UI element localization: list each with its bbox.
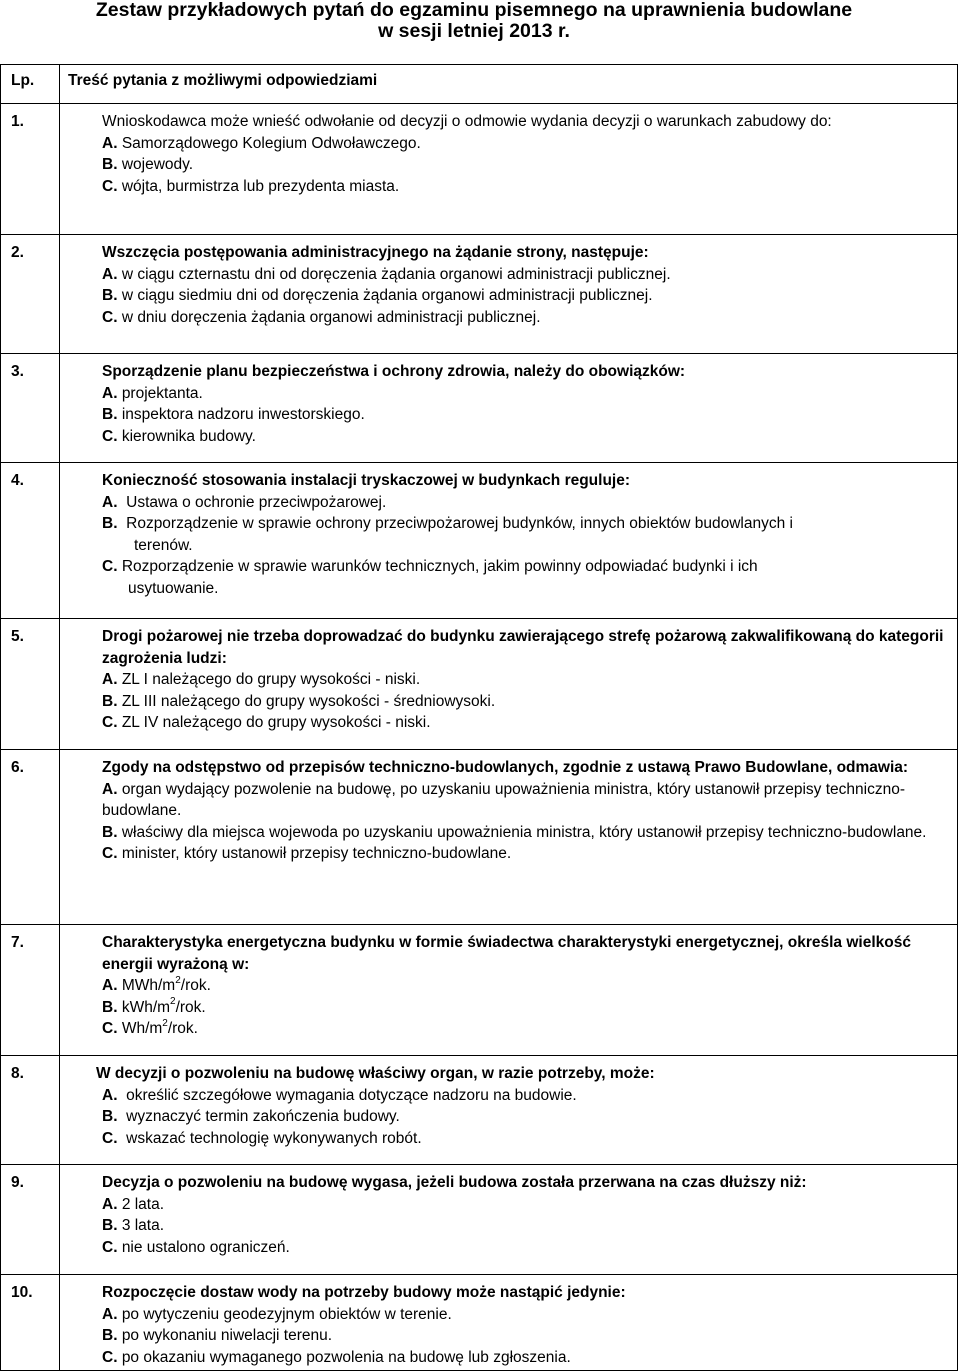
answer-a [102,669,951,691]
answer-b [102,1215,951,1237]
question-content [60,750,958,925]
answer-text: Rozporządzenie w sprawie ochrony przeciwpożarowej budynków, innych obiektów budowlanych i [126,515,793,532]
answer-a [102,1304,951,1326]
question-content [60,1165,958,1275]
question-text: Sporządzenie planu bezpieczeństwa i ochrony zdrowia, należy do obowiązków: [102,363,686,380]
answer-text: kierownika budowy. [121,427,256,445]
question-text: Wnioskodawca może wnieść odwołanie od decyzji o odmowie wydania decyzji o warunkach zabudowy do: [102,113,832,130]
question-row-5 [1,619,958,750]
answer-letter: B. [102,156,118,173]
answer-b [102,404,951,426]
answer-c [102,843,951,865]
question-content [60,925,958,1056]
question-row-8 [1,1056,958,1165]
question-row-7 [1,925,958,1056]
answer-letter: A. [102,493,118,511]
superscript: 2 [170,996,176,1008]
question-number: 4. [1,463,60,619]
question-row-10 [1,1275,958,1371]
question-content [60,619,958,750]
answer-text: inspektora nadzoru inwestorskiego. [121,406,365,423]
answer-letter: C. [102,427,118,445]
question-row-9 [1,1165,958,1275]
question-text: Rozpoczęcie dostaw wody na potrzeby budowy może nastąpić jedynie: [102,1284,626,1301]
question-row-4 [1,463,958,619]
answer-text: w ciągu siedmiu dni od doręczenia żądania organowi administracji publicznej. [121,287,653,304]
answer-letter: B. [102,692,118,710]
answer-c [102,307,951,329]
title-line-2: w sesji letniej 2013 r. [378,20,570,42]
answer-text: wskazać technologię wykonywanych robót. [126,1129,422,1147]
answer-b [102,513,951,556]
answer-c [102,1018,951,1040]
answer-b [102,691,951,713]
answer-letter: A. [102,977,118,994]
question-text: Konieczność stosowania instalacji tryskaczowej w budynkach reguluje: [102,472,631,489]
answer-letter: B. [102,823,118,841]
question-content [60,354,958,463]
answer-letter: A. [102,1305,118,1323]
answer-letter: A. [102,265,118,283]
answer-b [96,1106,951,1128]
question-content [60,1275,958,1371]
answer-text: minister, który ustanowił przepisy techniczno-budowlane. [121,845,512,862]
answer-b [102,997,951,1019]
answer-c [102,1237,951,1259]
answer-b [102,285,951,307]
question-content [60,235,958,354]
question-number: 7. [1,925,60,1056]
answer-a [102,133,951,155]
answer-letter: B. [102,1327,118,1344]
answer-b [102,154,951,176]
answer-text: po okazaniu wymaganego pozwolenia na budowę lub zgłoszenia. [121,1348,571,1366]
answer-text-continuation: usytuowanie. [128,579,219,597]
question-text: Charakterystyka energetyczna budynku w formie świadectwa charakterystyki energetycznej, określa wielkość energii wyrażoną w: [102,934,911,973]
question-content [60,104,958,235]
answer-letter: C. [102,1348,118,1366]
answer-text: w ciągu czternastu dni od doręczenia żądania organowi administracji publicznej. [121,265,671,283]
answer-text: w dniu doręczenia żądania organowi administracji publicznej. [121,308,541,326]
question-text: Decyzja o pozwoleniu na budowę wygasa, jeżeli budowa została przerwana na czas dłuższy niż: [102,1174,807,1191]
answer-text-continuation: terenów. [134,536,193,554]
answer-text: Wh/m [121,1020,163,1037]
answer-a [102,492,951,514]
answer-b [102,1325,951,1347]
answer-letter: C. [102,1020,118,1037]
answer-text: Samorządowego Kolegium Odwoławczego. [121,134,421,152]
answer-text: MWh/m [121,977,176,994]
answer-text: właściwy dla miejsca wojewoda po uzyskaniu upoważnienia ministra, który ustanowił przepisy techniczno-budowlane. [121,823,927,841]
question-content [60,463,958,619]
question-number: 1. [1,104,60,235]
answer-letter: A. [102,780,118,798]
answer-text: ZL IV należącego do grupy wysokości - niski. [121,714,431,731]
answer-a [96,1085,951,1107]
answer-c [102,1347,951,1369]
answer-c [102,556,951,599]
answer-c [96,1128,951,1150]
answer-a [102,383,951,405]
questions-table [0,64,958,1371]
answer-letter: C. [102,714,118,731]
table-header-row [1,65,958,104]
question-number: 6. [1,750,60,925]
answer-a [102,264,951,286]
question-text: Drogi pożarowej nie trzeba doprowadzać do budynku zawierającego strefę pożarową zakwalifikowaną do kategorii zagrożenia ludzi: [102,628,944,667]
answer-letter: B. [102,998,118,1016]
answer-letter: C. [102,1129,118,1147]
question-row-1 [1,104,958,235]
answer-letter: A. [102,134,118,152]
answer-text-suffix: /rok. [175,998,206,1016]
answer-letter: B. [102,287,118,304]
question-number: 10. [1,1275,60,1371]
answer-text: ZL III należącego do grupy wysokości - średniowysoki. [121,692,496,710]
answer-b [102,822,951,844]
answer-text: wójta, burmistrza lub prezydenta miasta. [121,177,400,195]
answer-letter: C. [102,845,118,862]
answer-text: po wykonaniu niwelacji terenu. [121,1327,333,1344]
question-number: 8. [1,1056,60,1165]
answer-text: określić szczegółowe wymagania dotyczące nadzoru na budowie. [126,1086,577,1104]
answer-text: Ustawa o ochronie przeciwpożarowej. [126,493,387,511]
title-line-1: Zestaw przykładowych pytań do egzaminu pisemnego na uprawnienia budowlane [95,0,853,21]
answer-letter: A. [102,384,118,402]
question-text: W decyzji o pozwoleniu na budowę właściwy organ, w razie potrzeby, może: [96,1065,655,1082]
answer-c [102,712,951,734]
question-row-2 [1,235,958,354]
question-text: Zgody na odstępstwo od przepisów techniczno-budowlanych, zgodnie z ustawą Prawo Budowlane, odmawia: [102,759,909,776]
question-content [60,1056,958,1165]
answer-a [102,779,951,822]
question-row-6 [1,750,958,925]
answer-a [102,975,951,997]
answer-text: Rozporządzenie w sprawie warunków technicznych, jakim powinny odpowiadać budynki i ich [121,558,758,575]
answer-letter: C. [102,1238,118,1256]
column-header-content: Treść pytania z możliwymi odpowiedziami [60,65,958,104]
answer-text: projektanta. [121,384,203,402]
answer-text: wojewody. [121,156,194,173]
answer-text: ZL I należącego do grupy wysokości - niski. [121,671,421,688]
answer-text: wyznaczyć termin zakończenia budowy. [126,1108,400,1125]
answer-letter: B. [102,1108,118,1125]
question-number: 3. [1,354,60,463]
question-number: 2. [1,235,60,354]
answer-letter: B. [102,1217,118,1234]
answer-c [102,426,951,448]
question-text: Wszczęcia postępowania administracyjnego na żądanie strony, następuje: [102,244,649,261]
column-header-number: Lp. [1,65,60,104]
answer-letter: C. [102,177,118,195]
superscript: 2 [162,1017,168,1029]
answer-text: kWh/m [121,998,171,1016]
answer-c [102,176,951,198]
answer-letter: A. [102,1086,118,1104]
answer-letter: B. [102,515,118,532]
answer-text-suffix: /rok. [167,1020,198,1037]
question-row-3 [1,354,958,463]
answer-text: 2 lata. [121,1195,165,1213]
answer-letter: A. [102,671,118,688]
answer-letter: C. [102,558,118,575]
answer-text: nie ustalono ograniczeń. [121,1238,290,1256]
answer-text: po wytyczeniu geodezyjnym obiektów w terenie. [121,1305,452,1323]
answer-text: organ wydający pozwolenie na budowę, po uzyskaniu upoważnienia ministra, który ustanowił przepisy techniczno-budowlane. [102,780,905,819]
answer-a [102,1194,951,1216]
answer-letter: A. [102,1195,118,1213]
answer-letter: C. [102,308,118,326]
superscript: 2 [175,974,181,986]
question-number: 9. [1,1165,60,1275]
answer-letter: B. [102,406,118,423]
answer-text-suffix: /rok. [180,977,211,994]
question-number: 5. [1,619,60,750]
answer-text: 3 lata. [121,1217,165,1234]
